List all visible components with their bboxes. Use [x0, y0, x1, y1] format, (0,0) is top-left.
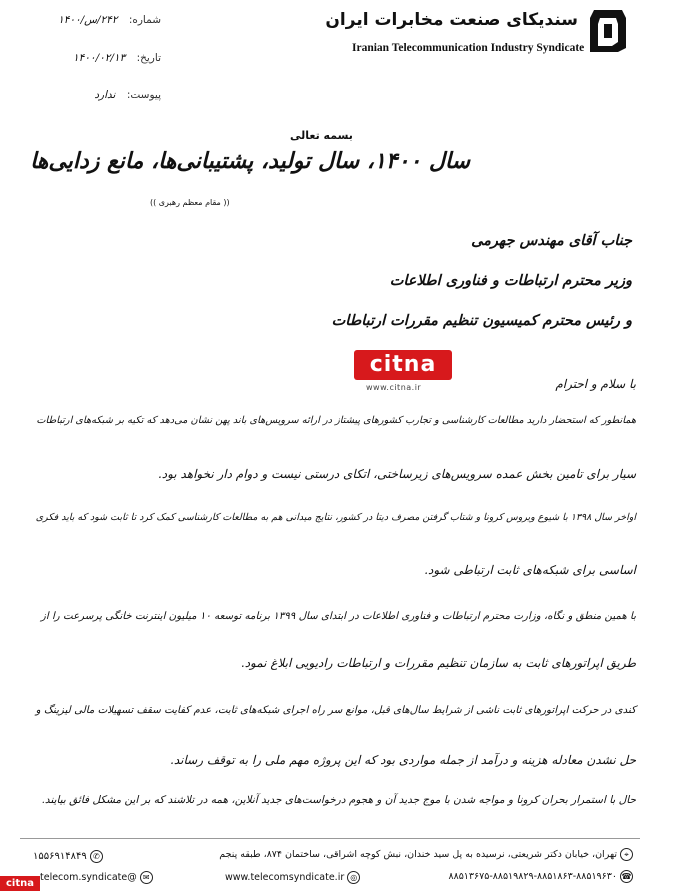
footer-website — [225, 871, 360, 884]
number-value: ۲۴۲/س/۱۴۰۰ — [58, 14, 118, 26]
org-name-persian: سندیکای صنعت مخابرات ایران — [325, 10, 578, 30]
body-line: طریق اپراتورهای ثابت به سازمان تنظیم مقررات و ارتباطات رادیویی ابلاغ نمود. — [240, 656, 636, 670]
body-line: حل نشدن معادله هزینه و درآمد از جمله مواردی بود که این پروژه مهم ملی را به توقف رساند. — [170, 753, 636, 767]
syndicate-logo-icon — [588, 8, 628, 54]
footer-website-text: www.telecomsyndicate.ir — [225, 872, 345, 883]
body-line: اواخر سال ۱۳۹۸ با شیوع ویروس کرونا و شتاب گرفتن مصرف دیتا در کشور، نتایج میدانی هم به مطالعات کارشناسی کمک کرد تا ثابت شود که باید فکری — [35, 512, 636, 523]
footer-divider — [20, 838, 640, 839]
footer-address-text: تهران، خیابان دکتر شریعتی، نرسیده به پل سید خندان، نبش کوچه اشراقی، ساختمان ۸۷۴، طبقه پنجم — [219, 849, 617, 860]
footer-phone — [33, 850, 103, 863]
phone-icon: ✆ — [90, 850, 103, 863]
bismillah-heading: بسمه تعالی — [290, 129, 353, 142]
addressee-name: جناب آقای مهندس جهرمی — [471, 232, 632, 249]
globe-icon: ◎ — [347, 871, 360, 884]
body-line: کندی در حرکت اپراتورهای ثابت ناشی از شرایط سال‌های قبل، موانع سر راه اجرای شبکه‌های ثابت، عدم کفایت سقف تسهیلات مالی لیزینگ و — [35, 704, 636, 716]
year-slogan: سال ۱۴۰۰، سال تولید، پشتیبانی‌ها، مانع زدایی‌ها — [30, 148, 470, 174]
date-value: ۱۴۰۰/۰۲/۱۳ — [73, 52, 126, 64]
footer-address — [219, 848, 633, 861]
citna-corner-badge: citna — [0, 876, 40, 891]
org-name-english: Iranian Telecommunication Industry Syndicate — [352, 42, 585, 54]
footer-email-text: telecom.syndicate@ — [40, 872, 137, 883]
body-line: همانطور که استحضار دارید مطالعات کارشناسی و تجارب کشورهای پیشتاز در ارائه سرویس‌های باند پهن نشان می‌دهد که تکیه بر شبکه‌های ارتباطات — [36, 415, 636, 426]
location-pin-icon: ⌖ — [620, 848, 633, 861]
body-line: حال با استمرار بحران کرونا و مواجه شدن با موج جدید آن و هجوم درخواست‌های جدید آنلاین، همه در تلاشند که بر این مشکل فائق بیایند. — [41, 794, 636, 806]
slogan-attribution: (( مقام معظم رهبری )) — [150, 198, 230, 207]
letter-attachment — [94, 89, 161, 101]
greeting: با سلام و احترام — [555, 377, 636, 391]
footer-tel-text: ۸۸۵۱۳۶۷۵-۸۸۵۱۹۸۲۹-۸۸۵۱۸۶۳-۸۸۵۱۹۶۳۰ — [448, 871, 617, 882]
body-line: با همین منطق و نگاه، وزارت محترم ارتباطات و فناوری اطلاعات در ابتدای سال ۱۳۹۹ برنامه توسعه ۱۰ میلیون اینترنت خانگی پرسرعت را از — [40, 610, 636, 622]
number-label: شماره: — [128, 14, 161, 26]
citna-watermark-url: www.citna.ir — [366, 383, 422, 392]
letter-date — [73, 52, 161, 64]
addressee-title-1: وزیر محترم ارتباطات و فناوری اطلاعات — [389, 272, 632, 289]
citna-watermark-logo: citna — [354, 350, 452, 380]
date-label: تاریخ: — [136, 52, 161, 64]
footer-phone-text: ۱۵۵۶۹۱۴۸۴۹ — [33, 851, 87, 862]
body-line: اساسی برای شبکه‌های ثابت ارتباطی شود. — [424, 563, 636, 577]
attachment-value: ندارد — [94, 89, 116, 101]
footer-tel — [449, 870, 634, 883]
letter-number — [58, 14, 161, 26]
footer-email — [40, 871, 153, 884]
email-icon: ✉ — [140, 871, 153, 884]
telephone-icon: ☎ — [621, 872, 632, 881]
attachment-label: پیوست: — [126, 89, 161, 101]
body-line: سیار برای تامین بخش عمده سرویس‌های زیرساختی، اتکای درستی نیست و دوام دار نخواهد بود. — [157, 467, 636, 481]
addressee-title-2: و رئیس محترم کمیسیون تنظیم مقررات ارتباطات — [331, 312, 632, 329]
